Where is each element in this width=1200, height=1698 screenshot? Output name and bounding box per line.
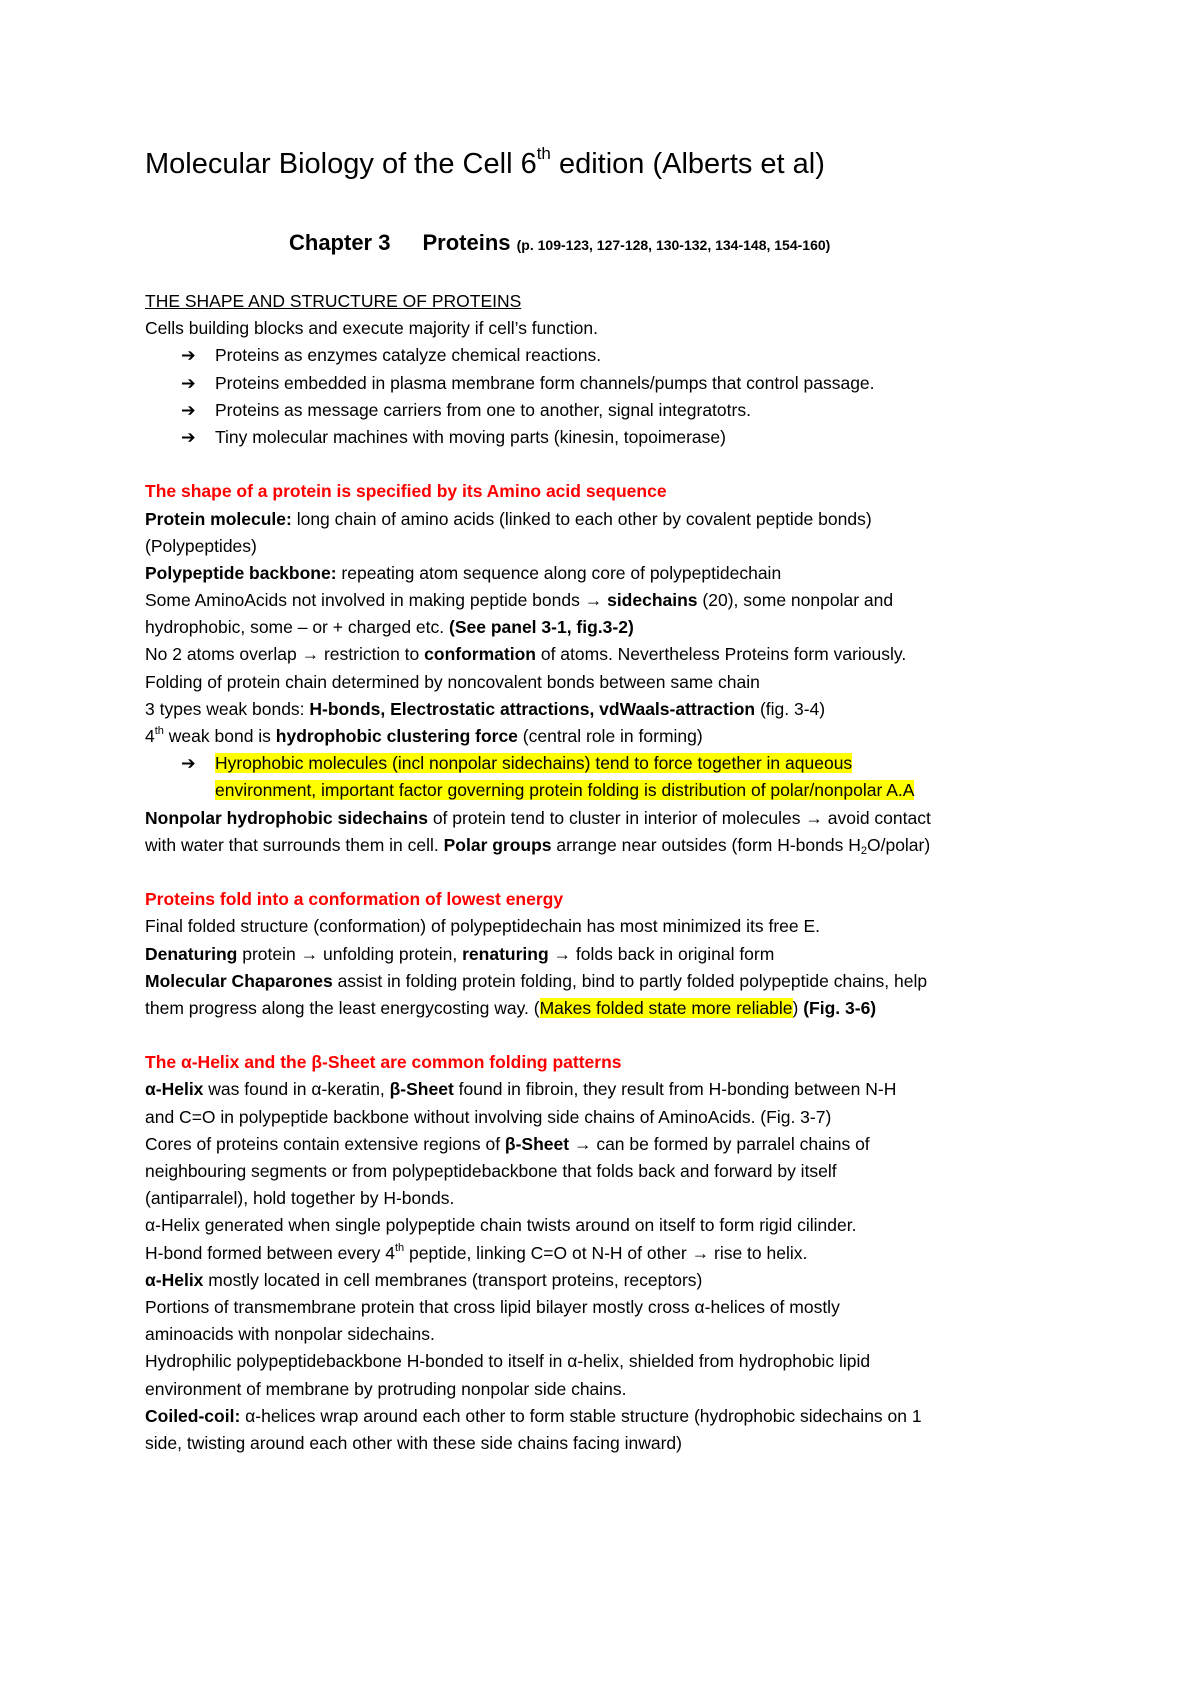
section-heading: Proteins fold into a conformation of lowest energy — [145, 889, 564, 910]
arrow-bullet-icon: ➔ — [181, 426, 196, 447]
paragraph-line: hydrophobic, some – or + charged etc. (See panel 3-1, fig.3-2) — [145, 617, 634, 638]
paragraph-line: H-bond formed between every 4th peptide, linking C=O ot N-H of other → rise to helix. — [145, 1241, 808, 1263]
title-superscript: th — [536, 144, 551, 163]
arrow-bullet-icon: ➔ — [181, 372, 196, 393]
paragraph-line: α-Helix was found in α-keratin, β-Sheet found in fibroin, they result from H-bonding between N-H — [145, 1079, 897, 1100]
arrow-bullet-icon: ➔ — [181, 399, 196, 420]
arrow-icon: → — [300, 943, 319, 964]
paragraph-line: α-Helix mostly located in cell membranes (transport proteins, receptors) — [145, 1269, 703, 1290]
paragraph-line: Folding of protein chain determined by noncovalent bonds between same chain — [145, 671, 760, 692]
arrow-icon: → — [569, 1133, 597, 1154]
paragraph-line: Protein molecule: long chain of amino acids (linked to each other by covalent peptide bonds) — [145, 508, 872, 529]
section-heading: The shape of a protein is specified by its Amino acid sequence — [145, 481, 667, 502]
arrow-bullet-icon: ➔ — [181, 345, 196, 366]
bullet-item — [145, 370, 1080, 397]
paragraph-line: Final folded structure (conformation) of polypeptidechain has most minimized its free E. — [145, 916, 821, 937]
bullet-text: Proteins as message carriers from one to another, signal integratotrs. — [215, 399, 751, 420]
paragraph-line: them progress along the least energycosting way. (Makes folded state more reliable) (Fig. 3-6) — [145, 997, 877, 1018]
chapter-heading — [289, 229, 830, 259]
paragraph-line: Portions of transmembrane protein that cross lipid bilayer mostly cross α-helices of mostly — [145, 1296, 840, 1317]
paragraph-line: Coiled-coil: α-helices wrap around each other to form stable structure (hydrophobic sidechains on 1 — [145, 1405, 922, 1426]
paragraph-line: Molecular Chaparones assist in folding protein folding, bind to partly folded polypeptide chains, help — [145, 970, 928, 991]
paragraph-line: 4th weak bond is hydrophobic clustering force (central role in forming) — [145, 725, 703, 746]
document-title — [145, 146, 825, 182]
title-text-end: edition (Alberts et al) — [550, 148, 825, 180]
notes-body — [145, 288, 1080, 1457]
highlighted-text: Hyrophobic molecules (incl nonpolar sidechains) tend to force together in aqueous — [215, 753, 853, 774]
paragraph-line: Cores of proteins contain extensive regions of β-Sheet → can be formed by parralel chains of — [145, 1133, 870, 1154]
highlighted-bullet — [145, 750, 1080, 777]
paragraph-line: Some AminoAcids not involved in making peptide bonds → sidechains (20), some nonpolar and — [145, 590, 894, 611]
highlighted-text: Makes folded state more reliable — [539, 997, 793, 1018]
bullet-item — [145, 424, 1080, 451]
arrow-icon: → — [301, 644, 320, 665]
highlighted-text: environment, important factor governing protein folding is distribution of polar/nonpolar A.A — [215, 780, 915, 801]
arrow-bullet-icon: ➔ — [181, 753, 196, 774]
arrow-icon: → — [584, 590, 603, 611]
paragraph-line: aminoacids with nonpolar sidechains. — [145, 1324, 435, 1345]
paragraph-line: side, twisting around each other with these side chains facing inward) — [145, 1432, 682, 1453]
highlighted-bullet-continued — [145, 777, 1080, 804]
chapter-topic: Proteins — [422, 230, 511, 255]
paragraph-line: Denaturing protein → unfolding protein, renaturing → folds back in original form — [145, 943, 775, 964]
section-heading: THE SHAPE AND STRUCTURE OF PROTEINS — [145, 291, 522, 311]
arrow-icon: → — [553, 943, 572, 964]
title-text: Molecular Biology of the Cell 6 — [145, 148, 537, 180]
chapter-number: Chapter 3 — [289, 230, 391, 255]
paragraph-line: No 2 atoms overlap → restriction to conformation of atoms. Nevertheless Proteins form variously. — [145, 644, 907, 665]
paragraph-line: Polypeptide backbone: repeating atom sequence along core of polypeptidechain — [145, 562, 782, 583]
arrow-icon: → — [805, 807, 823, 828]
paragraph-line: Cells building blocks and execute majority if cell’s function. — [145, 318, 598, 339]
bullet-text: Tiny molecular machines with moving parts (kinesin, topoimerase) — [215, 426, 726, 447]
paragraph-line: Nonpolar hydrophobic sidechains of protein tend to cluster in interior of molecules → avoid contact — [145, 807, 931, 828]
bullet-item — [145, 397, 1080, 424]
paragraph-line: neighbouring segments or from polypeptidebackbone that folds back and forward by itself — [145, 1161, 837, 1181]
paragraph-line: environment of membrane by protruding nonpolar side chains. — [145, 1378, 627, 1399]
paragraph-line: 3 types weak bonds: H-bonds, Electrostatic attractions, vdWaals-attraction (fig. 3-4) — [145, 698, 826, 719]
chapter-pages: (p. 109-123, 127-128, 130-132, 134-148, 154-160) — [516, 237, 831, 253]
bullet-item — [145, 342, 1080, 369]
section-heading: The α-Helix and the β-Sheet are common folding patterns — [145, 1052, 622, 1073]
bullet-text: Proteins embedded in plasma membrane form channels/pumps that control passage. — [215, 372, 875, 393]
paragraph-line: α-Helix generated when single polypeptide chain twists around on itself to form rigid cilinder. — [145, 1215, 857, 1236]
paragraph-line: and C=O in polypeptide backbone without involving side chains of AminoAcids. (Fig. 3-7) — [145, 1106, 832, 1127]
paragraph-line: (Polypeptides) — [145, 535, 257, 556]
bullet-text: Proteins as enzymes catalyze chemical reactions. — [215, 345, 602, 366]
arrow-icon: → — [691, 1242, 710, 1263]
paragraph-line: with water that surrounds them in cell. Polar groups arrange near outsides (form H-bonds $H_2O/polar$) — [145, 834, 931, 857]
paragraph-line: (antiparralel), hold together by H-bonds. — [145, 1188, 455, 1209]
paragraph-line: Hydrophilic polypeptidebackbone H-bonded to itself in α-helix, shielded from hydrophobic lipid — [145, 1351, 871, 1372]
